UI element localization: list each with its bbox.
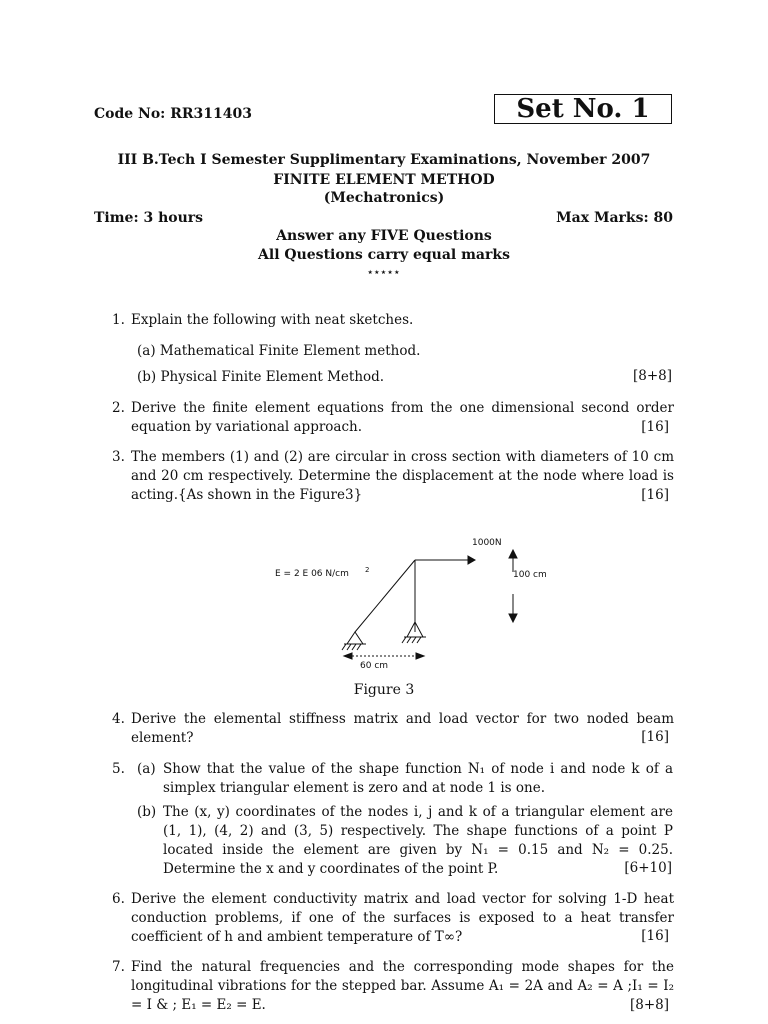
instruction-equal-marks: All Questions carry equal marks (258, 247, 510, 263)
question-5a-label: (a) (137, 761, 156, 777)
member-1 (355, 560, 415, 632)
question-5a: Show that the value of the shape function N₁ of node i and node k of a simplex triangular element is zero and at node 1 is one. (163, 761, 673, 796)
marks-q5: [6+10] (624, 860, 672, 876)
height-label: 100 cm (513, 570, 547, 580)
code-number: Code No: RR311403 (94, 106, 252, 122)
exam-title: III B.Tech I Semester Supplimentary Examinations, November 2007 (117, 152, 651, 168)
question-text: The members (1) and (2) are circular in cross section with diameters of 10 cm and 20 cm respectively. Determine the displacement at the node where load is acting.{As shown in the Figure3} (131, 449, 674, 503)
modulus-exponent: 2 (365, 566, 370, 574)
question-number: 1. (112, 312, 125, 328)
question-5b-label: (b) (137, 804, 157, 820)
question-text: Derive the element conductivity matrix and load vector for solving 1-D heat conduction problems, if one of the surfaces is exposed to a heat transfer coefficient of h and ambient temperature of T∞? (131, 891, 674, 945)
load-arrowhead (468, 556, 475, 564)
marks-q6: [16] (641, 928, 669, 944)
span-label: 60 cm (360, 661, 389, 671)
left-support-triangle (347, 632, 363, 644)
exam-time: Time: 3 hours (94, 210, 204, 226)
question-number: 4. (112, 711, 125, 727)
question-text: Explain the following with neat sketches. (131, 312, 414, 328)
marks-q2: [16] (641, 419, 669, 435)
figure-3-truss-diagram (260, 532, 560, 682)
question-text: Derive the finite element equations from the one dimensional second order equation by variational approach. (131, 400, 674, 435)
question-text: Derive the elemental stiffness matrix and load vector for two noded beam element? (131, 711, 674, 746)
question-5b: The (x, y) coordinates of the nodes i, j and k of a triangular element are (1, 1), (4, 2) and (3, 5) respectively. The shape functions of a point P located inside the element are given by N₁ = 0.15 and N₂ = 0.25. Determine the x and y coordinates of the point P. (163, 804, 673, 877)
marks-q1: [8+8] (632, 368, 672, 384)
subject-title: FINITE ELEMENT METHOD (273, 172, 495, 188)
figure-caption: Figure 3 (353, 682, 415, 698)
question-number: 2. (112, 400, 125, 416)
question-5-number: 5. (112, 761, 125, 777)
question-6 (112, 890, 674, 950)
question-number: 7. (112, 959, 125, 975)
question-7 (112, 958, 674, 1018)
question-number: 6. (112, 891, 125, 907)
question-1a: (a) Mathematical Finite Element method. (137, 343, 421, 359)
modulus-label: E = 2 E 06 N/cm (275, 569, 349, 579)
marks-q7: [8+8] (629, 997, 669, 1013)
question-2 (112, 399, 674, 439)
branch-name: (Mechatronics) (323, 190, 445, 206)
set-number-box: Set No. 1 (494, 94, 672, 124)
question-3 (112, 448, 674, 508)
marks-q4: [16] (641, 729, 669, 745)
separator-stars: ⋆⋆⋆⋆⋆ (367, 268, 401, 278)
question-1b: (b) Physical Finite Element Method. (137, 369, 385, 385)
instruction-five-questions: Answer any FIVE Questions (276, 228, 492, 244)
question-text: Find the natural frequencies and the corresponding mode shapes for the longitudinal vibrations for the stepped bar. Assume A₁ = 2A and A₂ = A ;I₁ = I₂ = I & ; E₁ = E₂ = E. (131, 959, 674, 1013)
max-marks: Max Marks: 80 (556, 210, 673, 226)
marks-q3: [16] (641, 487, 669, 503)
question-number: 3. (112, 449, 125, 465)
load-label: 1000N (472, 538, 502, 548)
